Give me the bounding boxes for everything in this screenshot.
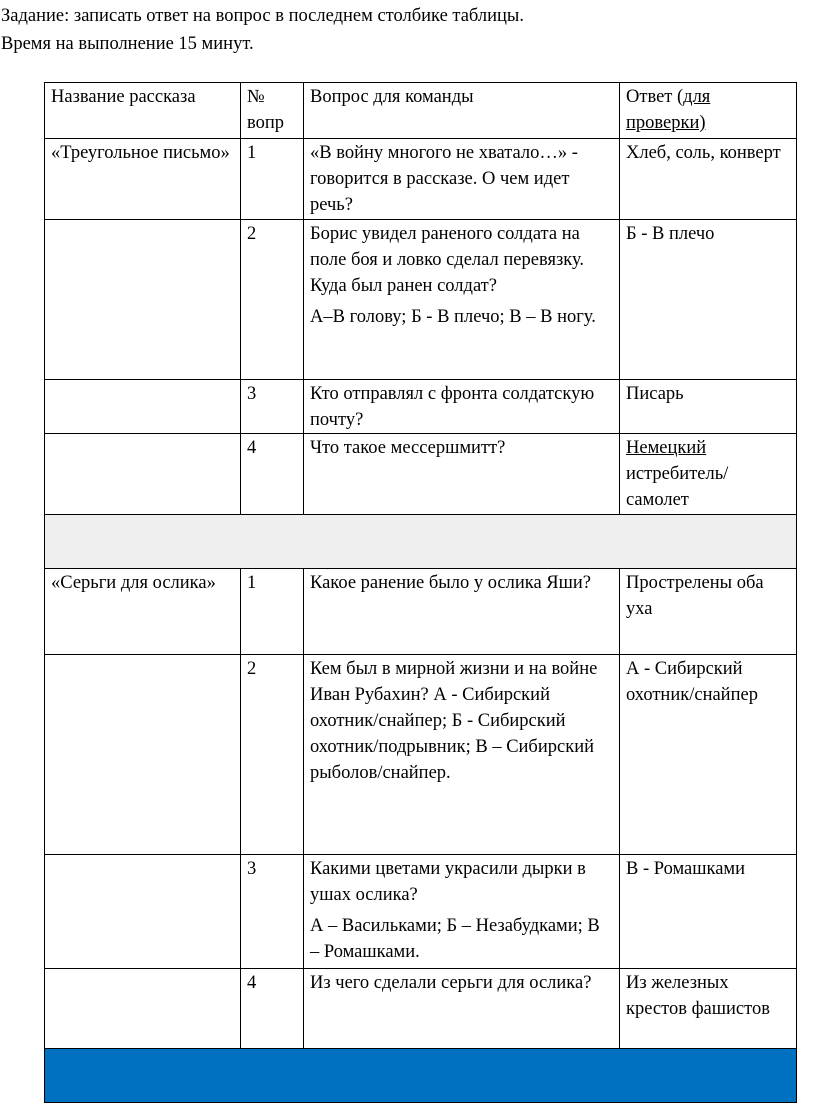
story-title: «Треугольное письмо» <box>45 139 241 220</box>
table-row <box>45 569 797 655</box>
separator-blue-band <box>45 1049 797 1103</box>
story-empty-cell <box>45 220 241 380</box>
question-text: Что такое мессершмитт? <box>304 434 620 515</box>
question-text: Кем был в мирной жизни и на войне Иван Рубахин? А - Сибирский охотник/снайпер; Б - Сибирский охотник/подрывник; В – Сибирский рыболов/снайпер. <box>304 655 620 855</box>
separator-gray-band <box>45 515 797 569</box>
question-number: 3 <box>241 380 304 434</box>
question-text: «В войну многого не хватало…» - говорится в рассказе. О чем идет речь? <box>304 139 620 220</box>
story-empty-cell <box>45 969 241 1049</box>
question-text: Кто отправлял с фронта солдатскую почту? <box>304 380 620 434</box>
table-row <box>45 434 797 515</box>
table-row <box>45 139 797 220</box>
answer-cell <box>620 434 797 515</box>
answer-underlined: Немецкий <box>626 438 707 458</box>
answer-text: В - Ромашками <box>620 855 797 969</box>
question-number: 1 <box>241 139 304 220</box>
answer-text: Прострелены оба уха <box>620 569 797 655</box>
question-number: 4 <box>241 434 304 515</box>
task-time-limit: Время на выполнение 15 минут. <box>1 34 254 54</box>
answer-text: Б - В плечо <box>620 220 797 380</box>
question-options: А–В голову; Б - В плечо; В – В ногу. <box>310 307 596 327</box>
question-text: Борис увидел раненого солдата на поле боя и ловко сделал перевязку. Куда был ранен солдат? <box>310 224 585 296</box>
question-text: Из чего сделали серьги для ослика? <box>304 969 620 1049</box>
separator-row-gray <box>45 515 797 569</box>
task-intro <box>1 2 524 58</box>
story-empty-cell <box>45 380 241 434</box>
question-text: Какое ранение было у ослика Яши? <box>304 569 620 655</box>
question-text: Какими цветами украсили дырки в ушах ослика? <box>310 859 586 905</box>
answer-text: Хлеб, соль, конверт <box>620 139 797 220</box>
question-number: 3 <box>241 855 304 969</box>
question-number: 1 <box>241 569 304 655</box>
story-empty-cell <box>45 855 241 969</box>
header-answer: Ответ (для проверки) <box>620 83 797 139</box>
answer-text: А - Сибирский охотник/снайпер <box>620 655 797 855</box>
story-title: «Серьги для ослика» <box>45 569 241 655</box>
question-number: 4 <box>241 969 304 1049</box>
table-row <box>45 969 797 1049</box>
answer-text: Из железных крестов фашистов <box>620 969 797 1049</box>
table-row <box>45 220 797 380</box>
question-cell <box>304 220 620 380</box>
table-row <box>45 380 797 434</box>
story-empty-cell <box>45 434 241 515</box>
separator-row-blue <box>45 1049 797 1103</box>
table-row <box>45 655 797 855</box>
header-question: Вопрос для команды <box>304 83 620 139</box>
question-cell <box>304 855 620 969</box>
header-row <box>45 83 797 139</box>
quiz-table <box>44 82 797 1103</box>
question-number: 2 <box>241 655 304 855</box>
header-story: Название рассказа <box>45 83 241 139</box>
table-row <box>45 855 797 969</box>
header-number: № вопр <box>241 83 304 139</box>
question-number: 2 <box>241 220 304 380</box>
task-instruction: Задание: записать ответ на вопрос в последнем столбике таблицы. <box>1 6 524 26</box>
answer-text: Писарь <box>620 380 797 434</box>
answer-text: истребитель/ самолет <box>626 464 729 510</box>
story-empty-cell <box>45 655 241 855</box>
question-options: А – Васильками; Б – Незабудками; В – Ромашками. <box>310 916 600 962</box>
